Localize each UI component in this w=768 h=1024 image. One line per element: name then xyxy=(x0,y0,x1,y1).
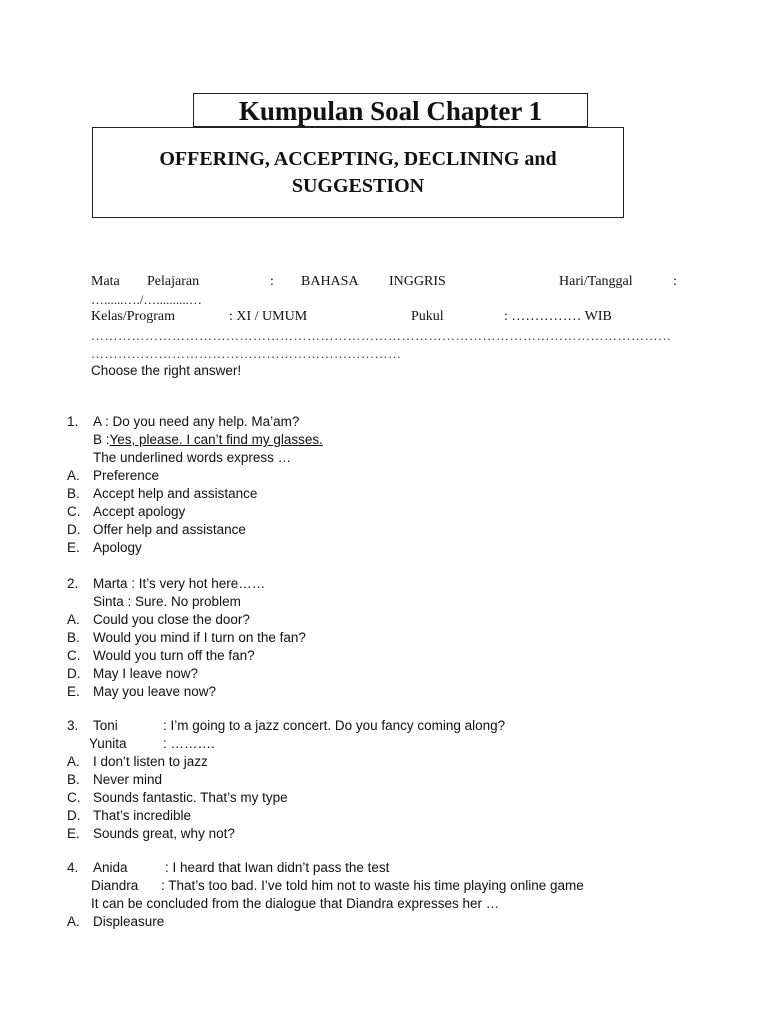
bahasa-value: BAHASA xyxy=(301,274,359,289)
question-2 xyxy=(67,575,306,701)
underlined-answer: Yes, please. I can’t find my glasses. xyxy=(109,432,323,447)
question-4 xyxy=(67,859,584,931)
option-c[interactable]: C. Sounds fantastic. That’s my type xyxy=(67,790,288,805)
question-3 xyxy=(67,717,505,843)
option-c[interactable]: C. Would you turn off the fan? xyxy=(67,648,255,663)
option-e[interactable]: E. May you leave now? xyxy=(67,684,217,699)
option-c[interactable]: C. Accept apology xyxy=(67,504,186,519)
subtitle-line-1: OFFERING, ACCEPTING, DECLINING and xyxy=(159,148,557,170)
kelas-program-value: : XI / UMUM xyxy=(229,309,308,324)
speaker-name: Yunita xyxy=(89,736,127,751)
question-line-b-prefix: B : xyxy=(93,432,110,447)
inggris-value: INGGRIS xyxy=(389,274,446,289)
question-number: 2. xyxy=(67,576,79,591)
option-e[interactable]: E. Sounds great, why not? xyxy=(67,826,235,841)
question-number: 3. xyxy=(67,718,79,733)
option-b[interactable]: B. Never mind xyxy=(67,772,163,787)
speech: : I heard that Iwan didn’t pass the test xyxy=(165,860,390,875)
question-line: Sinta : Sure. No problem xyxy=(93,594,241,609)
speech: : That’s too bad. I’ve told him not to waste his time playing online game xyxy=(161,878,584,893)
option-e[interactable]: E. Apology xyxy=(67,540,142,555)
pukul-label: Pukul xyxy=(411,309,444,324)
question-1 xyxy=(67,413,323,557)
dotted-line-2: …………………………………………………………… xyxy=(91,346,402,361)
subtitle-line-2: SUGGESTION xyxy=(291,175,425,197)
option-d[interactable]: D. May I leave now? xyxy=(67,666,199,681)
question-line: Marta : It’s very hot here…… xyxy=(93,576,266,591)
speaker-name: Anida xyxy=(93,860,128,875)
option-a[interactable]: A. Could you close the door? xyxy=(67,612,250,627)
speaker-name: Diandra xyxy=(91,878,139,893)
page-title: Kumpulan Soal Chapter 1 xyxy=(238,96,543,126)
option-a[interactable]: A. Displeasure xyxy=(67,914,165,929)
speech: : ………. xyxy=(163,736,215,751)
option-b[interactable]: B. Would you mind if I turn on the fan? xyxy=(67,630,306,645)
speaker-name: Toni xyxy=(93,718,118,733)
option-d[interactable]: D. Offer help and assistance xyxy=(67,522,246,537)
question-stem: It can be concluded from the dialogue that Diandra expresses her … xyxy=(91,896,500,911)
mata-label: Mata xyxy=(91,274,120,289)
subtitle-box xyxy=(92,127,624,218)
question-line: A : Do you need any help. Ma’am? xyxy=(93,414,300,429)
date-field: …......…./…..........… xyxy=(91,292,202,307)
pukul-value: : …………… WIB xyxy=(504,309,612,324)
kelas-program-label: Kelas/Program xyxy=(91,309,175,324)
option-a[interactable]: A. Preference xyxy=(67,468,160,483)
colon-2: : xyxy=(673,274,677,289)
question-stem: The underlined words express … xyxy=(93,450,292,465)
option-a[interactable]: A. I don’t listen to jazz xyxy=(67,754,208,769)
pelajaran-label: Pelajaran xyxy=(147,274,200,289)
speech: : I’m going to a jazz concert. Do you fancy coming along? xyxy=(163,718,506,733)
option-d[interactable]: D. That’s incredible xyxy=(67,808,192,823)
option-b[interactable]: B. Accept help and assistance xyxy=(67,486,258,501)
hari-tanggal-label: Hari/Tanggal xyxy=(559,274,633,289)
instruction-text: Choose the right answer! xyxy=(91,363,242,378)
question-number: 4. xyxy=(67,860,79,875)
dotted-line-1: ………………………………………………………………………………………………………………… xyxy=(91,328,672,343)
page-title-box xyxy=(193,93,588,127)
question-number: 1. xyxy=(67,414,79,429)
colon-1: : xyxy=(270,274,274,289)
